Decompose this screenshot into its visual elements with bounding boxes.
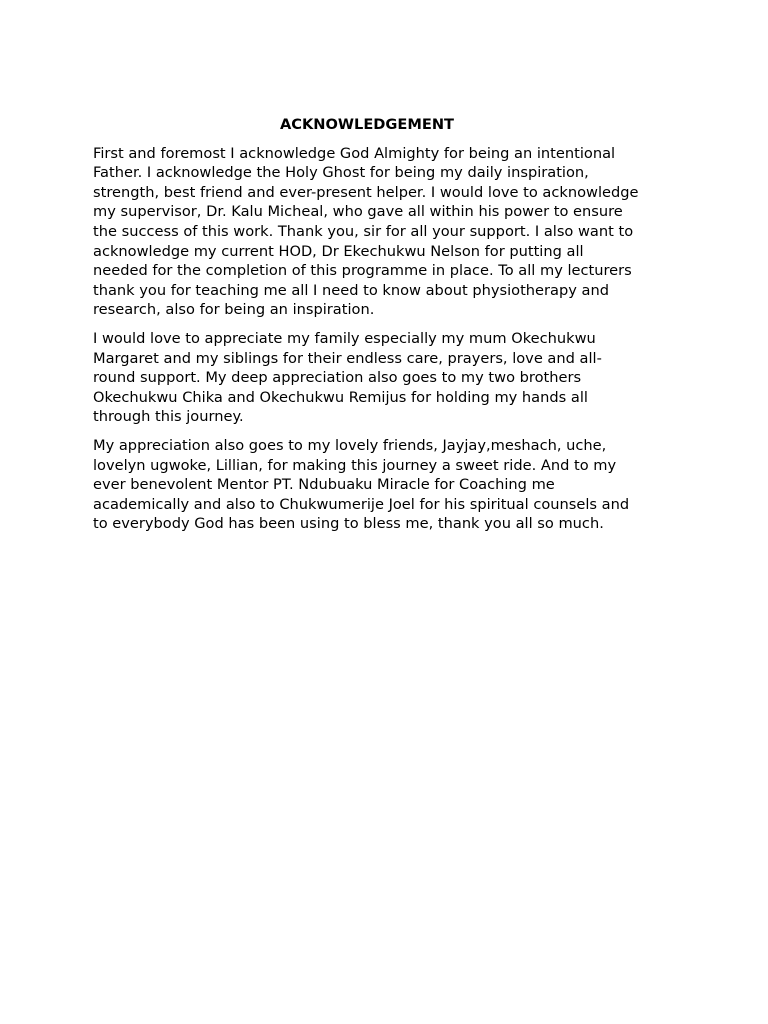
document-body: [93, 115, 683, 543]
paragraph-friends: My appreciation also goes to my lovely friends, Jayjay,meshach, uche, lovelyn ugwoke, Lillian, for making this journey a sweet ride. And to my ever benevolent Mentor PT. Ndubuaku Miracle for Coaching me academically and also to Chukwumerije Joel for his spiritual counsels and to everybody God has been using to bless me, thank you all so much.: [93, 436, 630, 533]
paragraph-acknowledge-god: First and foremost I acknowledge God Almighty for being an intentional Father. I acknowledge the Holy Ghost for being my daily inspiration, strength, best friend and ever-present helper. I would love to acknowledge my supervisor, Dr. Kalu Micheal, who gave all within his power to ensure the success of this work. Thank you, sir for all your support. I also want to acknowledge my current HOD, Dr Ekechukwu Nelson for putting all needed for the completion of this programme in place. To all my lecturers thank you for teaching me all I need to know about physiotherapy and research, also for being an inspiration.: [93, 144, 639, 319]
page-title: ACKNOWLEDGEMENT: [279, 116, 455, 133]
paragraph-family: I would love to appreciate my family especially my mum Okechukwu Margaret and my siblings for their endless care, prayers, love and all- round support. My deep appreciation also goes to my two brothers Okechukwu Chika and Okechukwu Remijus for holding my hands all through this journey.: [93, 329, 602, 426]
